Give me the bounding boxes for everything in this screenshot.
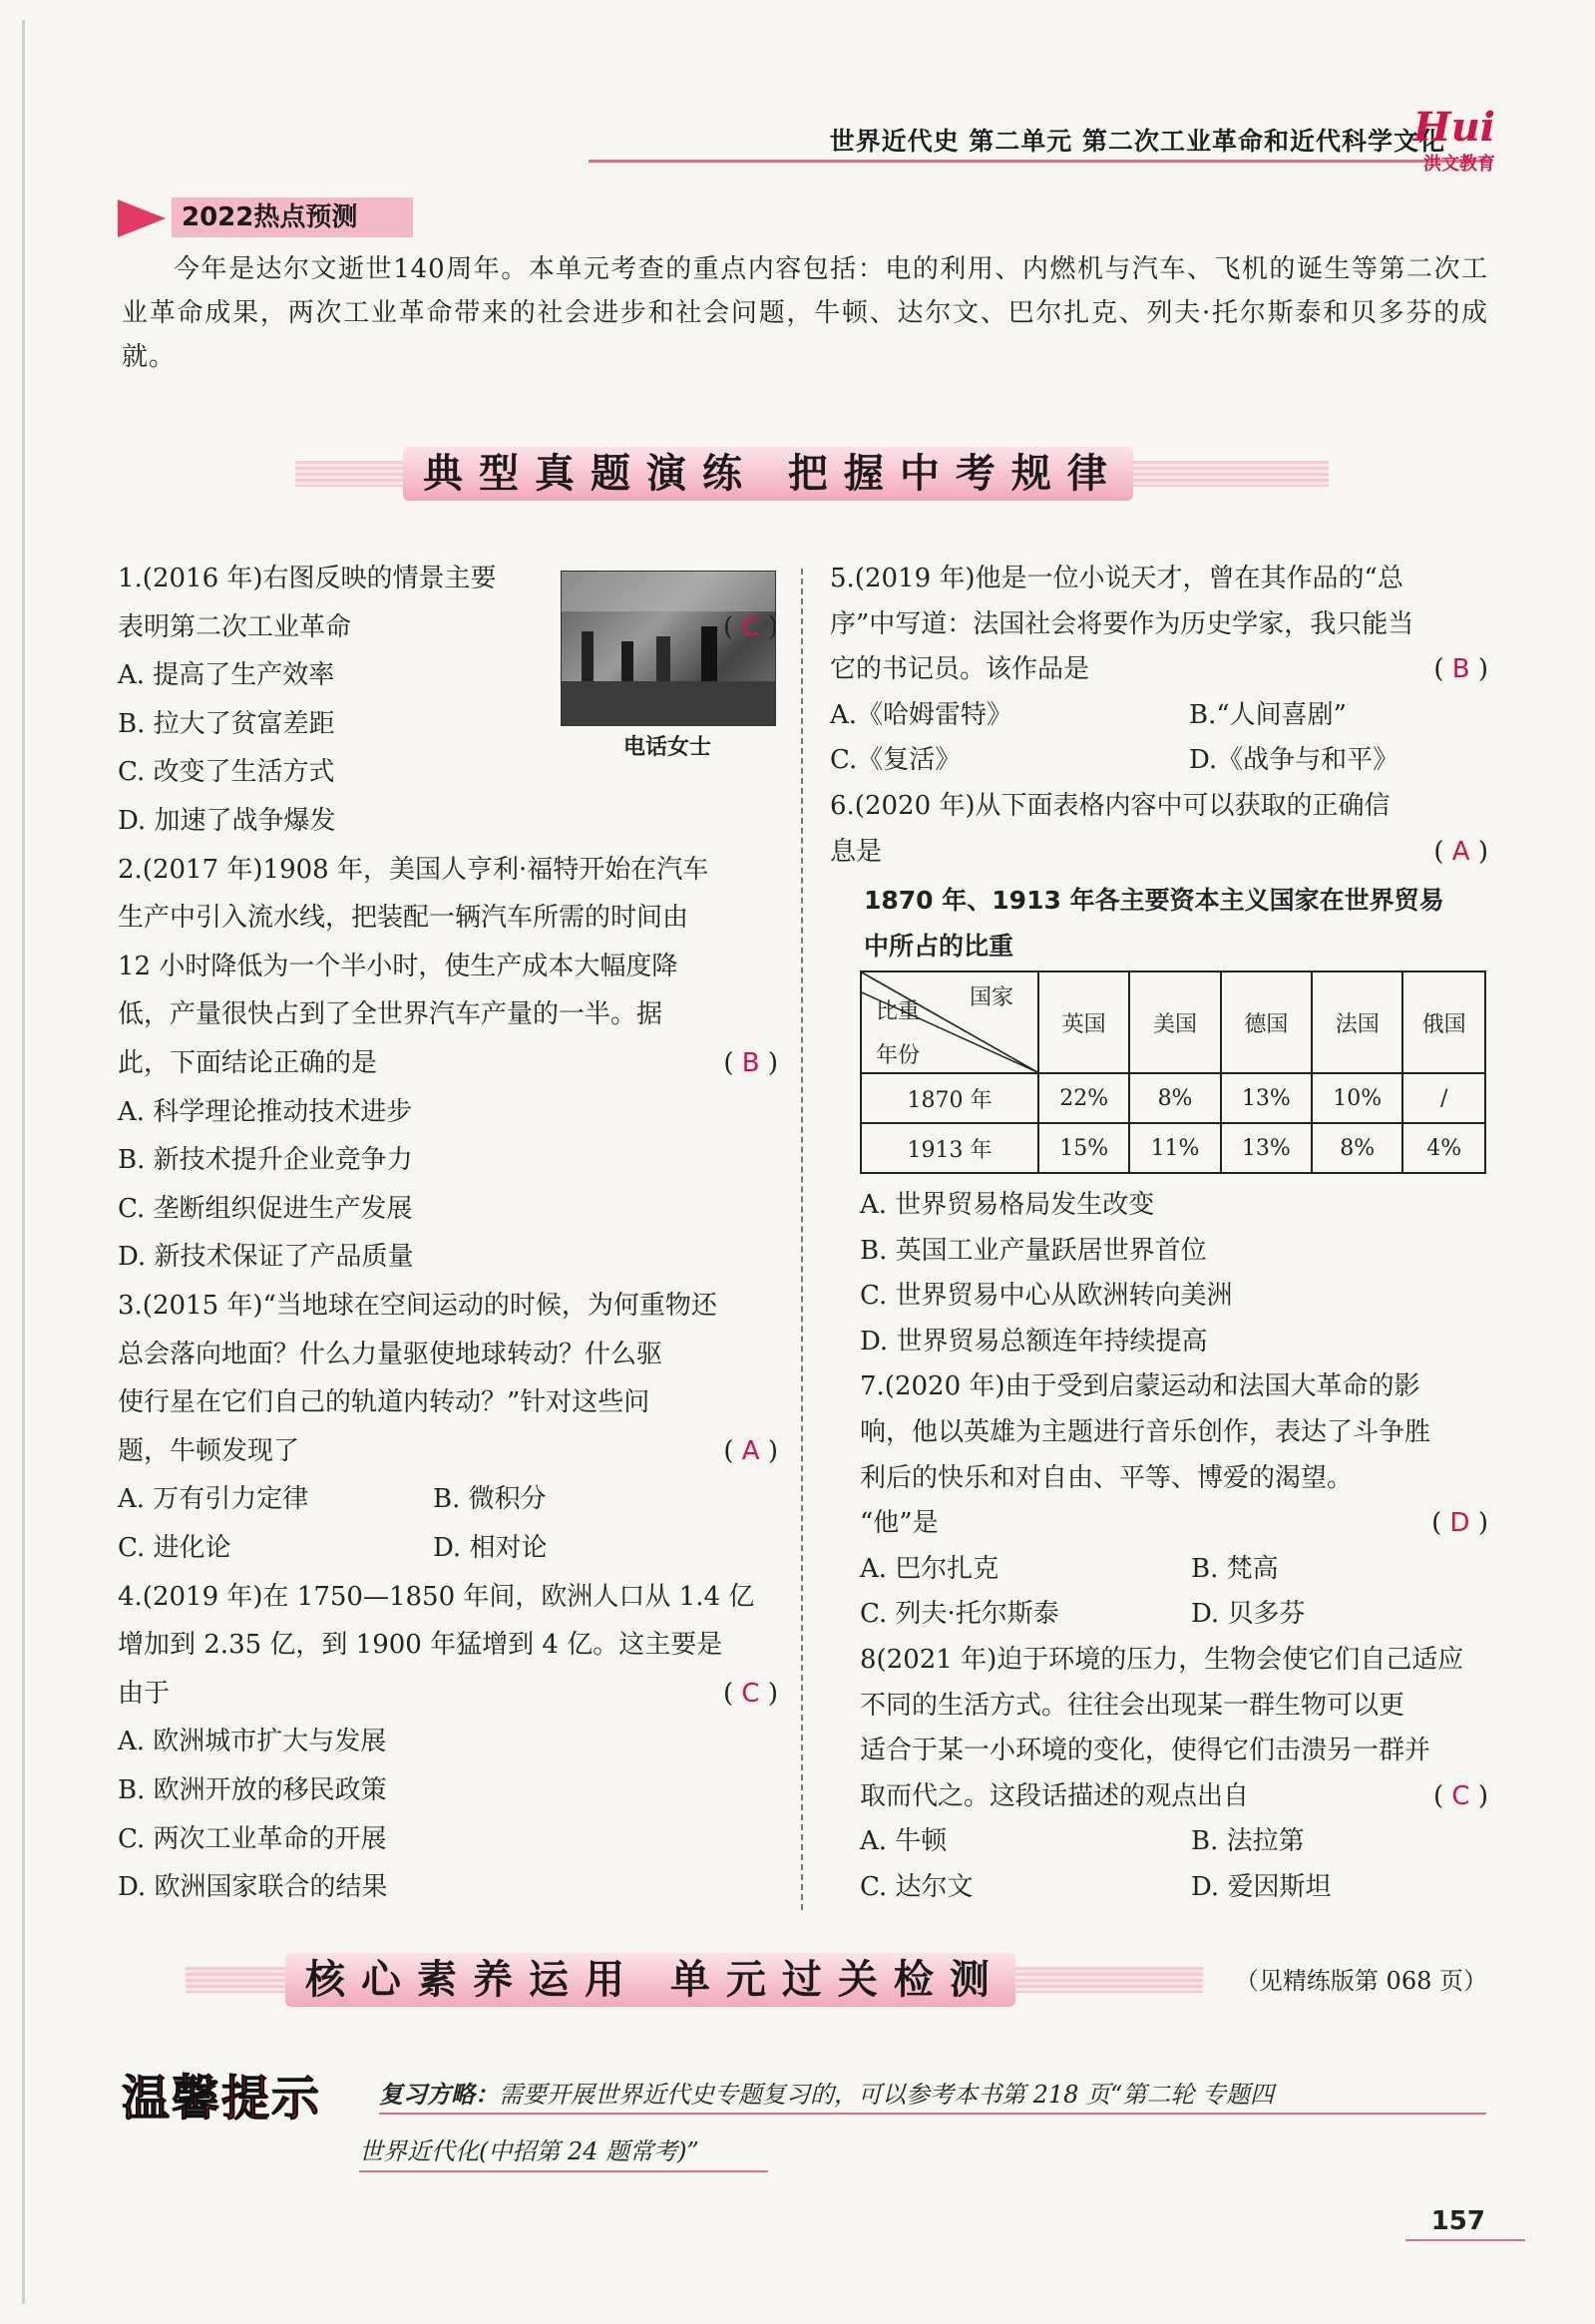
question-line: A. 世界贸易格局发生改变: [860, 1190, 1155, 1220]
table-row: [861, 1073, 1485, 1123]
section-banner-exercises: [295, 447, 1329, 501]
tip-heading: 复习方略：: [379, 2080, 499, 2109]
table-cell: 13%: [1221, 1073, 1312, 1123]
question-line: 取而代之。这段话描述的观点出自: [860, 1780, 1250, 1811]
answer-bracket: ( B ): [1433, 654, 1488, 685]
question-line: 6.(2020 年)从下面表格内容中可以获取的正确信: [830, 791, 1391, 821]
question-line: 不同的生活方式。往往会出现某一群生物可以更: [860, 1690, 1405, 1721]
question-line: 5.(2019 年)他是一位小说天才，曾在其作品的“总: [830, 564, 1403, 593]
header-country: 英国: [1038, 971, 1129, 1073]
header-country: 德国: [1221, 971, 1312, 1073]
tip-text2: 世界近代化(中招第 24 题常考)”: [359, 2137, 699, 2165]
question-line: D. 新技术保证了产品质量: [118, 1242, 414, 1273]
answer-letter: B: [1451, 654, 1470, 685]
question-line: A. 巴尔扎克: [860, 1553, 999, 1584]
tip-line1: [379, 2075, 1274, 2110]
column-divider: [801, 569, 803, 1910]
question-line: 增加到 2.35 亿，到 1900 年猛增到 4 亿。这主要是: [118, 1630, 723, 1661]
answer-bracket: ( A ): [1433, 836, 1488, 867]
question-line: C. 垄断组织促进生产发展: [118, 1193, 413, 1224]
banner-title: 核心素养运用 单元过关检测: [285, 1953, 1015, 2007]
question-line: 生产中引入流水线，把装配一辆汽车所需的时间由: [118, 903, 689, 934]
answer-bracket: ( C ): [1433, 1780, 1488, 1811]
question-line: 总会落向地面？什么力量驱使地球转动？什么驱: [118, 1339, 663, 1369]
table-cell: 22%: [1038, 1073, 1129, 1123]
banner-title: 典型真题演练 把握中考规律: [403, 447, 1133, 501]
corner-year: 年份: [876, 1043, 921, 1068]
table-cell: 13%: [1221, 1123, 1312, 1173]
question-line: 表明第二次工业革命: [118, 611, 352, 642]
table-caption: [864, 878, 1444, 969]
answer-letter: A: [1451, 836, 1470, 867]
question-line: A. 科学理论推动技术进步: [118, 1096, 413, 1127]
question-line: C. 达尔文: [860, 1872, 974, 1902]
hotspot-paragraph: 今年是达尔文逝世140周年。本单元考查的重点内容包括：电的利用、内燃机与汽车、飞机的诞生等第二次工业革命成果，两次工业革命带来的社会进步和社会问题，牛顿、达尔文、巴尔扎克、列夫·托尔斯泰和贝多芬的成就。: [122, 254, 1488, 372]
question-line: 利后的快乐和对自由、平等、博爱的渴望。: [860, 1462, 1354, 1493]
right-column-bottom: [860, 1181, 1488, 1919]
question-line: 此，下面结论正确的是: [118, 1048, 378, 1078]
question-line: 息是: [830, 836, 883, 867]
question-line: D. 加速了战争爆发: [118, 806, 336, 836]
question-line: 题，牛顿发现了: [118, 1435, 300, 1466]
table-caption-line1: 1870 年、1913 年各主要资本主义国家在世界贸易: [864, 886, 1444, 915]
question-line: D. 欧洲国家联合的结果: [118, 1872, 388, 1903]
header-rule: [589, 160, 1491, 163]
header-country: 俄国: [1402, 971, 1485, 1073]
reference-note: （见精练版第 068 页）: [1234, 1967, 1487, 1995]
answer-bracket: ( A ): [723, 1435, 778, 1466]
trade-share-table: [860, 970, 1486, 1174]
question-line: A. 欧洲城市扩大与发展: [118, 1727, 387, 1757]
tip-text1: 需要开展世界近代史专题复习的，可以参考本书第 218 页“第二轮 专题四: [499, 2081, 1274, 2109]
header-country: 美国: [1129, 971, 1220, 1073]
table-cell: 4%: [1402, 1123, 1485, 1173]
publisher-name: 洪文教育: [1423, 154, 1495, 175]
tip-underline: [359, 2170, 768, 2172]
question-line: 由于: [118, 1678, 171, 1709]
option-text: B.“人间喜剧”: [1189, 699, 1347, 730]
question-line: C. 两次工业革命的开展: [118, 1823, 387, 1854]
question-line: A. 万有引力定律: [118, 1484, 309, 1515]
question-line: 使行星在它们自己的轨道内转动？”针对这些问: [118, 1387, 650, 1418]
question-line: C.《复活》: [830, 745, 962, 776]
table-row: [861, 1123, 1485, 1173]
question-line: B. 欧洲开放的移民政策: [118, 1775, 387, 1805]
table-corner-cell: [861, 971, 1038, 1073]
arrow-icon: [118, 199, 166, 237]
question-line: 3.(2015 年)“当地球在空间运动的时候，为何重物还: [118, 1291, 717, 1321]
left-column: [118, 555, 778, 1911]
question-line: A.《哈姆雷特》: [830, 699, 1013, 730]
option-text: D. 贝多芬: [1191, 1599, 1306, 1630]
table-cell: /: [1402, 1073, 1485, 1123]
corner-share: 比重: [876, 999, 921, 1024]
table-cell: 8%: [1129, 1073, 1220, 1123]
question-line: 8(2021 年)迫于环境的压力，生物会使它们自己适应: [860, 1645, 1464, 1675]
question-line: C. 列夫·托尔斯泰: [860, 1599, 1059, 1630]
question-line: B. 新技术提升企业竞争力: [118, 1145, 413, 1176]
tip-underline: [379, 2113, 1486, 2115]
question-line: D. 世界贸易总额连年持续提高: [860, 1326, 1208, 1356]
question-line: C. 改变了生活方式: [118, 757, 335, 788]
warm-tip-label: 温馨提示: [122, 2071, 322, 2127]
question-line: A. 牛顿: [860, 1826, 948, 1857]
table-cell: 10%: [1312, 1073, 1402, 1123]
option-text: D. 相对论: [433, 1533, 548, 1563]
option-text: D. 爱因斯坦: [1191, 1872, 1332, 1902]
question-line: 适合于某一小环境的变化，使得它们击溃另一群并: [860, 1736, 1431, 1766]
row-year: 1913 年: [861, 1123, 1038, 1173]
answer-bracket: ( C ): [723, 1678, 778, 1709]
table-caption-line2: 中所占的比重: [864, 932, 1014, 961]
photo-caption: 电话女士: [622, 735, 711, 760]
section-banner-unit-test: [186, 1953, 1203, 2007]
answer-letter: C: [741, 611, 760, 642]
question-line: A. 提高了生产效率: [118, 660, 335, 691]
hotspot-label: 2022热点预测: [172, 197, 413, 237]
question-line: 7.(2020 年)由于受到启蒙运动和法国大革命的影: [860, 1371, 1420, 1402]
answer-bracket: ( C ): [723, 611, 778, 642]
question-line: B. 拉大了贫富差距: [118, 708, 335, 739]
question-line: 1.(2016 年)右图反映的情景主要: [118, 564, 497, 593]
answer-letter: B: [741, 1048, 760, 1078]
question-line: 4.(2019 年)在 1750—1850 年间，欧洲人口从 1.4 亿: [118, 1581, 755, 1612]
table-header-row: [861, 971, 1485, 1073]
publisher-logo: Hui: [1412, 104, 1495, 151]
table-cell: 8%: [1312, 1123, 1402, 1173]
table-cell: 11%: [1129, 1123, 1220, 1173]
answer-bracket: ( B ): [723, 1048, 778, 1078]
page-number: 157: [1430, 2206, 1485, 2236]
corner-country: 国家: [969, 985, 1013, 1010]
question-line: 2.(2017 年)1908 年，美国人亨利·福特开始在汽车: [118, 854, 709, 885]
option-text: B. 法拉第: [1191, 1826, 1305, 1857]
answer-letter: D: [1449, 1508, 1470, 1539]
option-text: B. 梵高: [1191, 1553, 1279, 1584]
table-cell: 15%: [1038, 1123, 1129, 1173]
option-text: B. 微积分: [433, 1484, 547, 1515]
question-line: 响，他以英雄为主题进行音乐创作，表达了斗争胜: [860, 1417, 1431, 1447]
header-country: 法国: [1312, 971, 1402, 1073]
answer-letter: C: [741, 1678, 760, 1709]
question-line: 它的书记员。该作品是: [830, 654, 1090, 685]
page-number-rule: [1405, 2239, 1525, 2241]
answer-bracket: ( D ): [1431, 1508, 1488, 1539]
answer-letter: A: [741, 1435, 760, 1466]
question-line: C. 世界贸易中心从欧洲转向美洲: [860, 1281, 1233, 1312]
question-line: 序”中写道：法国社会将要作为历史学家，我只能当: [830, 608, 1414, 639]
running-header: 世界近代史 第二单元 第二次工业革命和近代科学文化: [829, 127, 1445, 156]
question-line: “他”是: [860, 1508, 939, 1539]
question-line: 12 小时降低为一个半小时，使生产成本大幅度降: [118, 951, 678, 981]
option-text: D.《战争与和平》: [1189, 745, 1399, 776]
page-edge-shadow: [22, 20, 25, 2304]
answer-letter: C: [1451, 1780, 1470, 1811]
question-line: B. 英国工业产量跃居世界首位: [860, 1235, 1207, 1266]
question-line: 低，产量很快占到了全世界汽车产量的一半。据: [118, 999, 663, 1030]
question-line: C. 进化论: [118, 1533, 231, 1563]
right-column-top: [830, 555, 1488, 894]
row-year: 1870 年: [861, 1073, 1038, 1123]
